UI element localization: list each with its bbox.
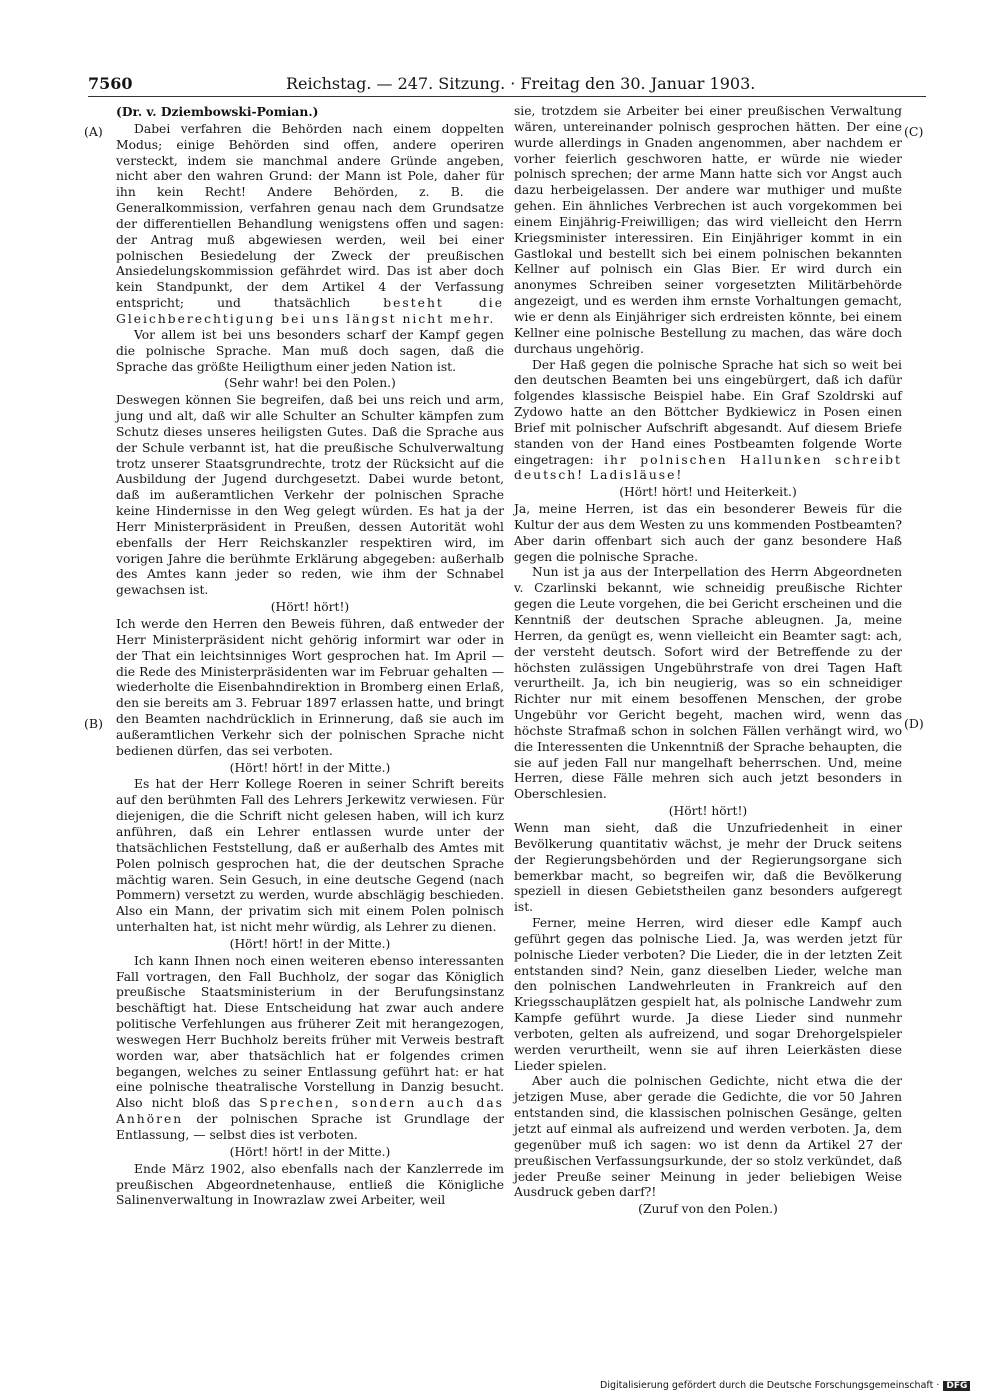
interjection: (Hört! hört! und Heiterkeit.) (619, 485, 797, 500)
paragraph (116, 122, 504, 328)
paragraph-text: Der Haß gegen die polnische Sprache hat sich so weit bei den deutschen Beamten bei uns eingebürgert, daß ich dafür folgendes klassische Beispiel habe. Ein Graf Szoldrski auf Zydowo hatte an den Böttcher Bydkiewicz in Posen einen Brief mit polnischer Aufschrift abgesandt. Auf diesem Briefe standen von der Hand eines Postbeamten folgende Worte eingetragen: (514, 357, 902, 467)
interjection: (Sehr wahr! bei den Polen.) (224, 376, 396, 391)
page-number: 7560 (88, 74, 133, 93)
paragraph: Nun ist ja aus der Interpellation des Herrn Abgeordneten v. Czarlinski bekannt, wie schneidig preußische Richter gegen die Leute vorgehen, die bei Gericht erscheinen und die Kenntniß der deutschen Sprache ableugnen. Ja, meine Herren, da genügt es, wenn vielleicht ein Beamter sagt: ach, der versteht deutsch. Sofort wird der Betreffende zu der höchsten zulässigen Ungebührstrafe von drei Tagen Haft verurtheilt. Ja, ich bin neugierig, was so ein schneidiger Richter nur mit einem besoffenen Menschen, der grobe Ungebühr vor Gericht begeht, machen wird, wenn das höchste Strafmaß schon in solchen Fällen verhängt wird, wo die Interessenten die Unkenntniß der Sprache behaupten, die sie auf jeden Fall nur mangelhaft beherrschen. Und, meine Herren, diese Fälle mehren sich auch jetzt besonders in Oberschlesien. (514, 565, 902, 802)
right-column (514, 104, 902, 1219)
paragraph: Aber auch die polnischen Gedichte, nicht etwa die der jetzigen Muse, aber gerade die Gedichte, die vor 50 Jahren entstanden sind, die klassischen polnischen Gesänge, gelten jetzt auf einmal als aufreizend und werden verboten. Ja, dem gegenüber muß ich sagen: wo ist denn da Artikel 27 der preußischen Verfassungsurkunde, der so stolz verkündet, daß jeder Preuße seiner Meinung in jeder beliebigen Weise Ausdruck geben darf?! (514, 1074, 902, 1200)
paragraph: sie, trotzdem sie Arbeiter bei einer preußischen Verwaltung wären, untereinander polnisch gesprochen hätten. Der eine wurde allerdings in Gnaden angenommen, aber nachdem er vorher feierlich geschworen hatte, er würde nie wieder polnisch sprechen; der arme Mann hatte sich vor Angst auch dazu herbeigelassen. Der andere war muthiger und mußte gehen. Ein ähnliches Verbrechen ist auch vorgekommen bei einem Einjährig-Freiwilligen; das wird vielleicht den Herrn Kriegsminister interessiren. Ein Einjähriger kommt in ein Gastlokal und bestellt sich bei einem polnischen bekannten Kellner auf polnisch ein Glas Bier. Er wird durch ein anonymes Schreiben seiner vorgesetzten Militärbehörde angezeigt, und es werden ihm ernste Vorhaltungen gemacht, wie er denn als Einjähriger sich erdreisten könnte, bei einem Kellner eine polnische Bestellung zu machen, das wäre doch durchaus ungehörig. (514, 104, 902, 356)
interjection: (Hört! hört!) (668, 804, 748, 819)
paragraph: Vor allem ist bei uns besonders scharf der Kampf gegen die polnische Sprache. Man muß doch sagen, daß die Sprache das größte Heiligthum einer jeden Nation ist. (116, 327, 504, 374)
paragraph: Es hat der Herr Kollege Roeren in seiner Schrift bereits auf den berühmten Fall des Lehrers Jerkewitz verwiesen. Für diejenigen, die die Schrift nicht gelesen haben, will ich kurz anführen, daß ein Lehrer entlassen wurde unter der thatsächlichen Feststellung, daß er außerhalb des Amtes mit Polen polnisch gesprochen hat, die der deutschen Sprache mächtig waren. Sein Gesuch, in eine deutsche Gegend (nach Pommern) versetzt zu werden, wurde abschlägig beschieden. Also ein Mann, der privatim sich mit einem Polen polnisch unterhalten hat, ist nicht mehr würdig, als Lehrer zu dienen. (116, 777, 504, 935)
footer-text: Digitalisierung gefördert durch die Deutsche Forschungsgemeinschaft · (600, 1380, 940, 1391)
paragraph (514, 358, 902, 485)
paragraph: Ende März 1902, also ebenfalls nach der Kanzlerrede im preußischen Abgeordnetenhause, entließ die Königliche Salinenverwaltung in Inowrazlaw zwei Arbeiter, weil (116, 1161, 504, 1208)
paragraph-text: Ich kann Ihnen noch einen weiteren ebenso interessanten Fall vortragen, den Fall Buchholz, der sogar das Königlich preußische Staatsministerium in der Berufungsinstanz beschäftigt hat. Diese Entscheidung hat zwar auch andere politische Verfehlungen aus früherer Zeit mit herangezogen, weswegen Herr Buchholz bereits früher mit Verweis bestraft worden war, aber thatsächlich hat er folgendes crimen begangen, welches zu seiner Entlassung geführt hat: er hat eine polnische theatralische Vorstellung in Danzig besucht. Also nicht bloß das (116, 953, 504, 1111)
dfg-logo-icon: DFG (943, 1381, 970, 1391)
interjection: (Hört! hört! in der Mitte.) (229, 1144, 391, 1159)
interjection: (Hört! hört!) (270, 600, 350, 615)
margin-marker-b: (B) (84, 716, 103, 731)
margin-marker-d: (D) (904, 716, 924, 731)
emphasized-text: besteht die Gleichberechtigung bei uns längst nicht mehr. (116, 296, 504, 326)
paragraph: Ich werde den Herren den Beweis führen, daß entweder der Herr Ministerpräsident nicht gehörig informirt war oder in der That ein leichtsinniges Wort gesprochen hat. Im April — die Rede des Ministerpräsidenten war im Februar gehalten — wiederholte die Eisenbahndirektion in Bromberg einen Erlaß, den sie bereits am 3. Februar 1897 erlassen hatte, und bringt den Beamten nachdrücklich in Erinnerung, daß sie auch im außeramtlichen Verkehr sich der polnischen Sprache nicht bedienen dürfen, das sei verboten. (116, 617, 504, 758)
left-column (116, 104, 504, 1209)
emphasized-text: Sprechen, sondern auch das Anhören (116, 1096, 504, 1127)
margin-marker-a: (A) (84, 124, 103, 139)
paragraph: Wenn man sieht, daß die Unzufriedenheit in einer Bevölkerung quantitativ wächst, je mehr der Druck seitens der Regierungsbehörden und der Regierungsorgane sich bemerkbar macht, so begreifen wir, daß die Bevölkerung speziell in diesen Gebietstheilen ganz besonders aufgeregt ist. (514, 820, 902, 915)
paragraph-text: Dabei verfahren die Behörden nach einem doppelten Modus; einige Behörden sind offen, andere operiren versteckt, indem sie manchmal andere Gründe angeben, nicht aber den wahren Grund: der Mann ist Pole, daher für ihn kein Recht! Andere Behörden, z. B. die Generalkommission, verfahren genau nach dem Grundsatze der differentiellen Behandlung wenigstens offen und sagen: der Antrag muß abgewiesen werden, weil bei einer polnischen Besiedelung der Zweck der preußischen Ansiedelungskommission gefährdet wird. Das ist aber doch kein Standpunkt, der dem Artikel 4 der Verfassung entspricht; und thatsächlich (116, 121, 504, 311)
speaker-name: (Dr. v. Dziembowski-Pomian.) (116, 104, 319, 119)
margin-marker-c: (C) (904, 124, 924, 139)
paragraph: Ja, meine Herren, ist das ein besonderer Beweis für die Kultur der aus dem Westen zu uns kommenden Postbeamten? Aber darin offenbart sich auch der ganz besondere Haß gegen die polnische Sprache. (514, 502, 902, 564)
emphasized-text: ihr polnischen Hallunken schreibt deutsch! Ladisläuse! (514, 452, 902, 483)
paragraph: Ferner, meine Herren, wird dieser edle Kampf auch geführt gegen das polnische Lied. Ja, was werden jetzt für polnische Lieder verboten? Die Lieder, die in der letzten Zeit entstanden sind? Nein, ganz dieselben Lieder, welche man den polnischen Landwehrleuten in Frankreich auf den Kriegsschauplätzen gespielt hat, als polnische Landwehr zum Kampfe geführt wurde. Ja diese Lieder sind nunmehr verboten, gelten als aufreizend, und sogar Drehorgelspieler werden verurtheilt, wenn sie auf ihren Leierkästen diese Lieder spielen. (514, 916, 902, 1073)
paragraph (116, 954, 504, 1144)
header-rule (88, 96, 926, 97)
paragraph: Deswegen können Sie begreifen, daß bei uns reich und arm, jung und alt, daß wir alle Schulter an Schulter kämpfen zum Schutz dieses unseres heiligsten Gutes. Daß die Sprache aus der Schule verbannt ist, hat die preußische Schulverwaltung trotz unserer Staatsgrundrechte, trotz der Rücksicht auf die Ausbildung der Jugend durchgesetzt. Dabei wurde betont, daß im außeramtlichen Verkehr der polnischen Sprache keine Hindernisse in den Weg gelegt würden. Es hat ja der Herr Ministerpräsident in Preußen, dessen Autorität wohl ebenfalls der Herr Reichskanzler respektiren wird, im vorigen Jahre die berühmte Erklärung abgegeben: außerhalb des Amtes kann jeder so reden, wie ihm der Schnabel gewachsen ist. (116, 393, 504, 598)
interjection: (Zuruf von den Polen.) (638, 1202, 778, 1217)
digitization-footer (600, 1380, 970, 1391)
interjection: (Hört! hört! in der Mitte.) (229, 760, 391, 775)
paragraph-text: der polnischen Sprache ist Grundlage der Entlassung, — selbst dies ist verboten. (116, 1112, 504, 1142)
interjection: (Hört! hört! in der Mitte.) (229, 936, 391, 951)
running-title: Reichstag. — 247. Sitzung. · Freitag den 30. Januar 1903. (286, 74, 756, 93)
page-header (88, 74, 926, 96)
